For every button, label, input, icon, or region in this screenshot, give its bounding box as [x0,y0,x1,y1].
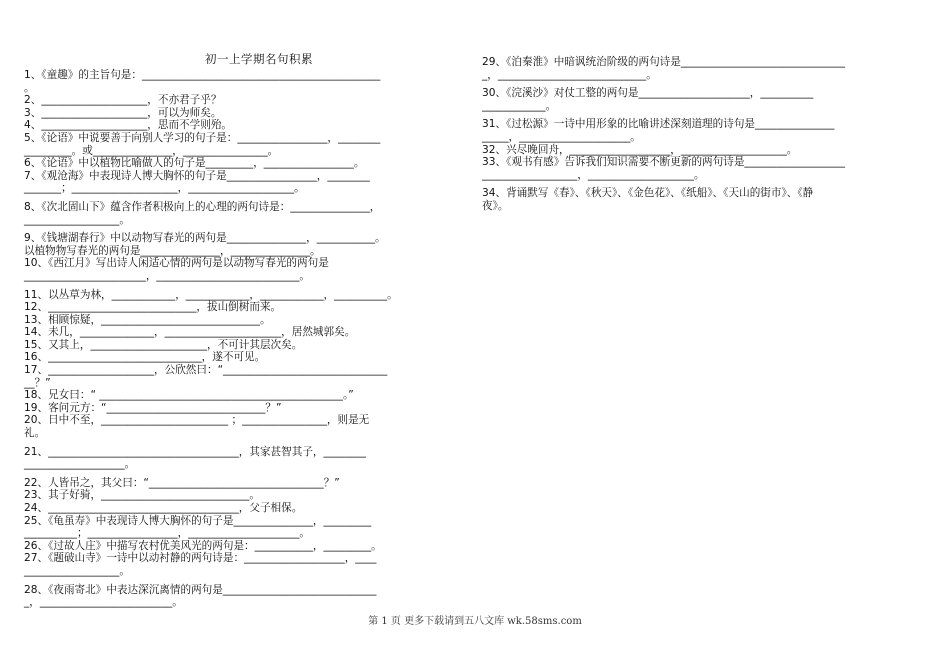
question-line: 6、《论语》中以植物比喻做人的句子是_________，_________________。 [24,157,365,170]
question-line: 21、____________________________________，其家甚智其子，________ [24,445,366,458]
question-line: 8、《次北固山下》蕴含作者积极向上的心理的两句诗是：_______________， [24,200,381,213]
question-line: ___________________。 [24,458,136,471]
question-line: 29、《泊秦淮》中暗讽统治阶级的两句诗是_______________________________ [482,56,846,68]
question-line: 2、____________________，不亦君子乎？ [24,94,222,107]
question-line: __________________。 [24,213,130,226]
question-line: 16、_____________________________，遂不可见。 [24,351,266,364]
left-column [24,69,464,609]
question-line: 33、《观书有感》告诉我们知识需要不断更新的两句诗是___________________ [482,156,846,169]
question-line: _____，_____________________。 [482,130,641,143]
question-line: 23、其子好骑，____________________________。 [24,489,260,502]
question-line: 12、____________________________，拔山倒树而来。 [24,301,282,314]
question-line: 26、《过故人庄》中描写农村优美风光的两句是：___________，_________。 [24,539,382,552]
question-line: 5、《论语》中说要善于向别人学习的句子是：_________________，________ [24,131,381,144]
question-line: 18、兄女曰：“ ______________________________________________。” [24,389,354,402]
question-line: 15、又其上，______________________，不可计其层次矣。 [24,338,303,351]
question-line: 27、《题破山寺》一诗中以动衬静的两句诗是：___________________，____ [24,552,377,565]
question-line: __________________。 [24,564,130,577]
question-line: 11、以丛草为林，____________，____________，____________，__________。 [24,288,398,301]
question-line: 19、客问元方：“______________________________？” [24,401,282,414]
question-line: 20、日中不至，________________________ ；________________，则是无 [24,414,370,427]
question-line: 25、《龟虽寿》中表现诗人博大胸怀的句子是_______________，_________ [24,514,372,527]
question-line: 10、《西江月》写出诗人闲适心情的两句是以动物写春光的两句是 [24,257,329,270]
question-line: 17、____________________，公欣然曰：“_______________________________ [24,364,388,377]
question-line: __________________，____________________。 [482,168,705,181]
question-line: 夜》。 [482,199,509,212]
question-line: ____________。 [482,99,557,112]
question-line: 30、《浣溪沙》对仗工整的两句是_____________________，__________ [482,87,814,100]
question-line: 4、____________________，思而不学则殆。 [24,119,233,132]
question-line: 9、《钱塘湖春行》中以动物写春光的两句是_______________，___________。 [24,232,386,245]
right-column [482,56,912,213]
question-line: 14、未几，______________，______________________，居然城郭矣。 [24,326,356,339]
question-line: _______________________，___________________________。 [24,269,311,282]
question-line: _，____________________________。 [482,68,657,81]
question-line: _________。或_______________，________________。 [24,144,279,157]
question-line: 3、____________________，可以为师矣。 [24,106,222,119]
page-title: 初一上学期名句积累 [205,52,313,66]
question-line: 34、背诵默写《春》、《秋天》、《金色花》、《纸船》、《天山的街市》、《静 [482,187,814,200]
question-line: 24、____________________________________，父子相保。 [24,502,303,514]
question-line: 22、人皆吊之，其父曰：“_________________________________？” [24,476,340,489]
question-line: 7、《观沧海》中表现诗人博大胸怀的句子是_________________，________ [24,169,370,182]
question-line: _______；____________________，____________________。 [24,182,305,195]
question-line: 13、相顾惊疑，______________________________。 [24,313,271,326]
question-line: _，_________________________。 [24,596,183,609]
question-line: 以植物物写春光的两句是_______________，_______________。 [24,244,321,257]
question-line: 1、《童趣》的主旨句是：_____________________________________________ [24,69,381,81]
question-line: 28、《夜雨寄北》中表达深沉离情的两句是_____________________________ [24,583,377,596]
question-line: 。 [24,81,35,94]
question-line: __？” [24,376,51,389]
page-footer: 第 1 页 更多下载请到五八文库 wk.58sms.com [368,616,582,627]
question-line: 礼。 [24,427,46,440]
question-line: 32、兴尽晚回舟，___________________，____________________。 [482,143,798,156]
question-line: __________；_________________，_____________________。 [24,527,311,540]
question-line: 31、《过松源》一诗中用形象的比喻讲述深刻道理的诗句是_______________ [482,118,835,131]
